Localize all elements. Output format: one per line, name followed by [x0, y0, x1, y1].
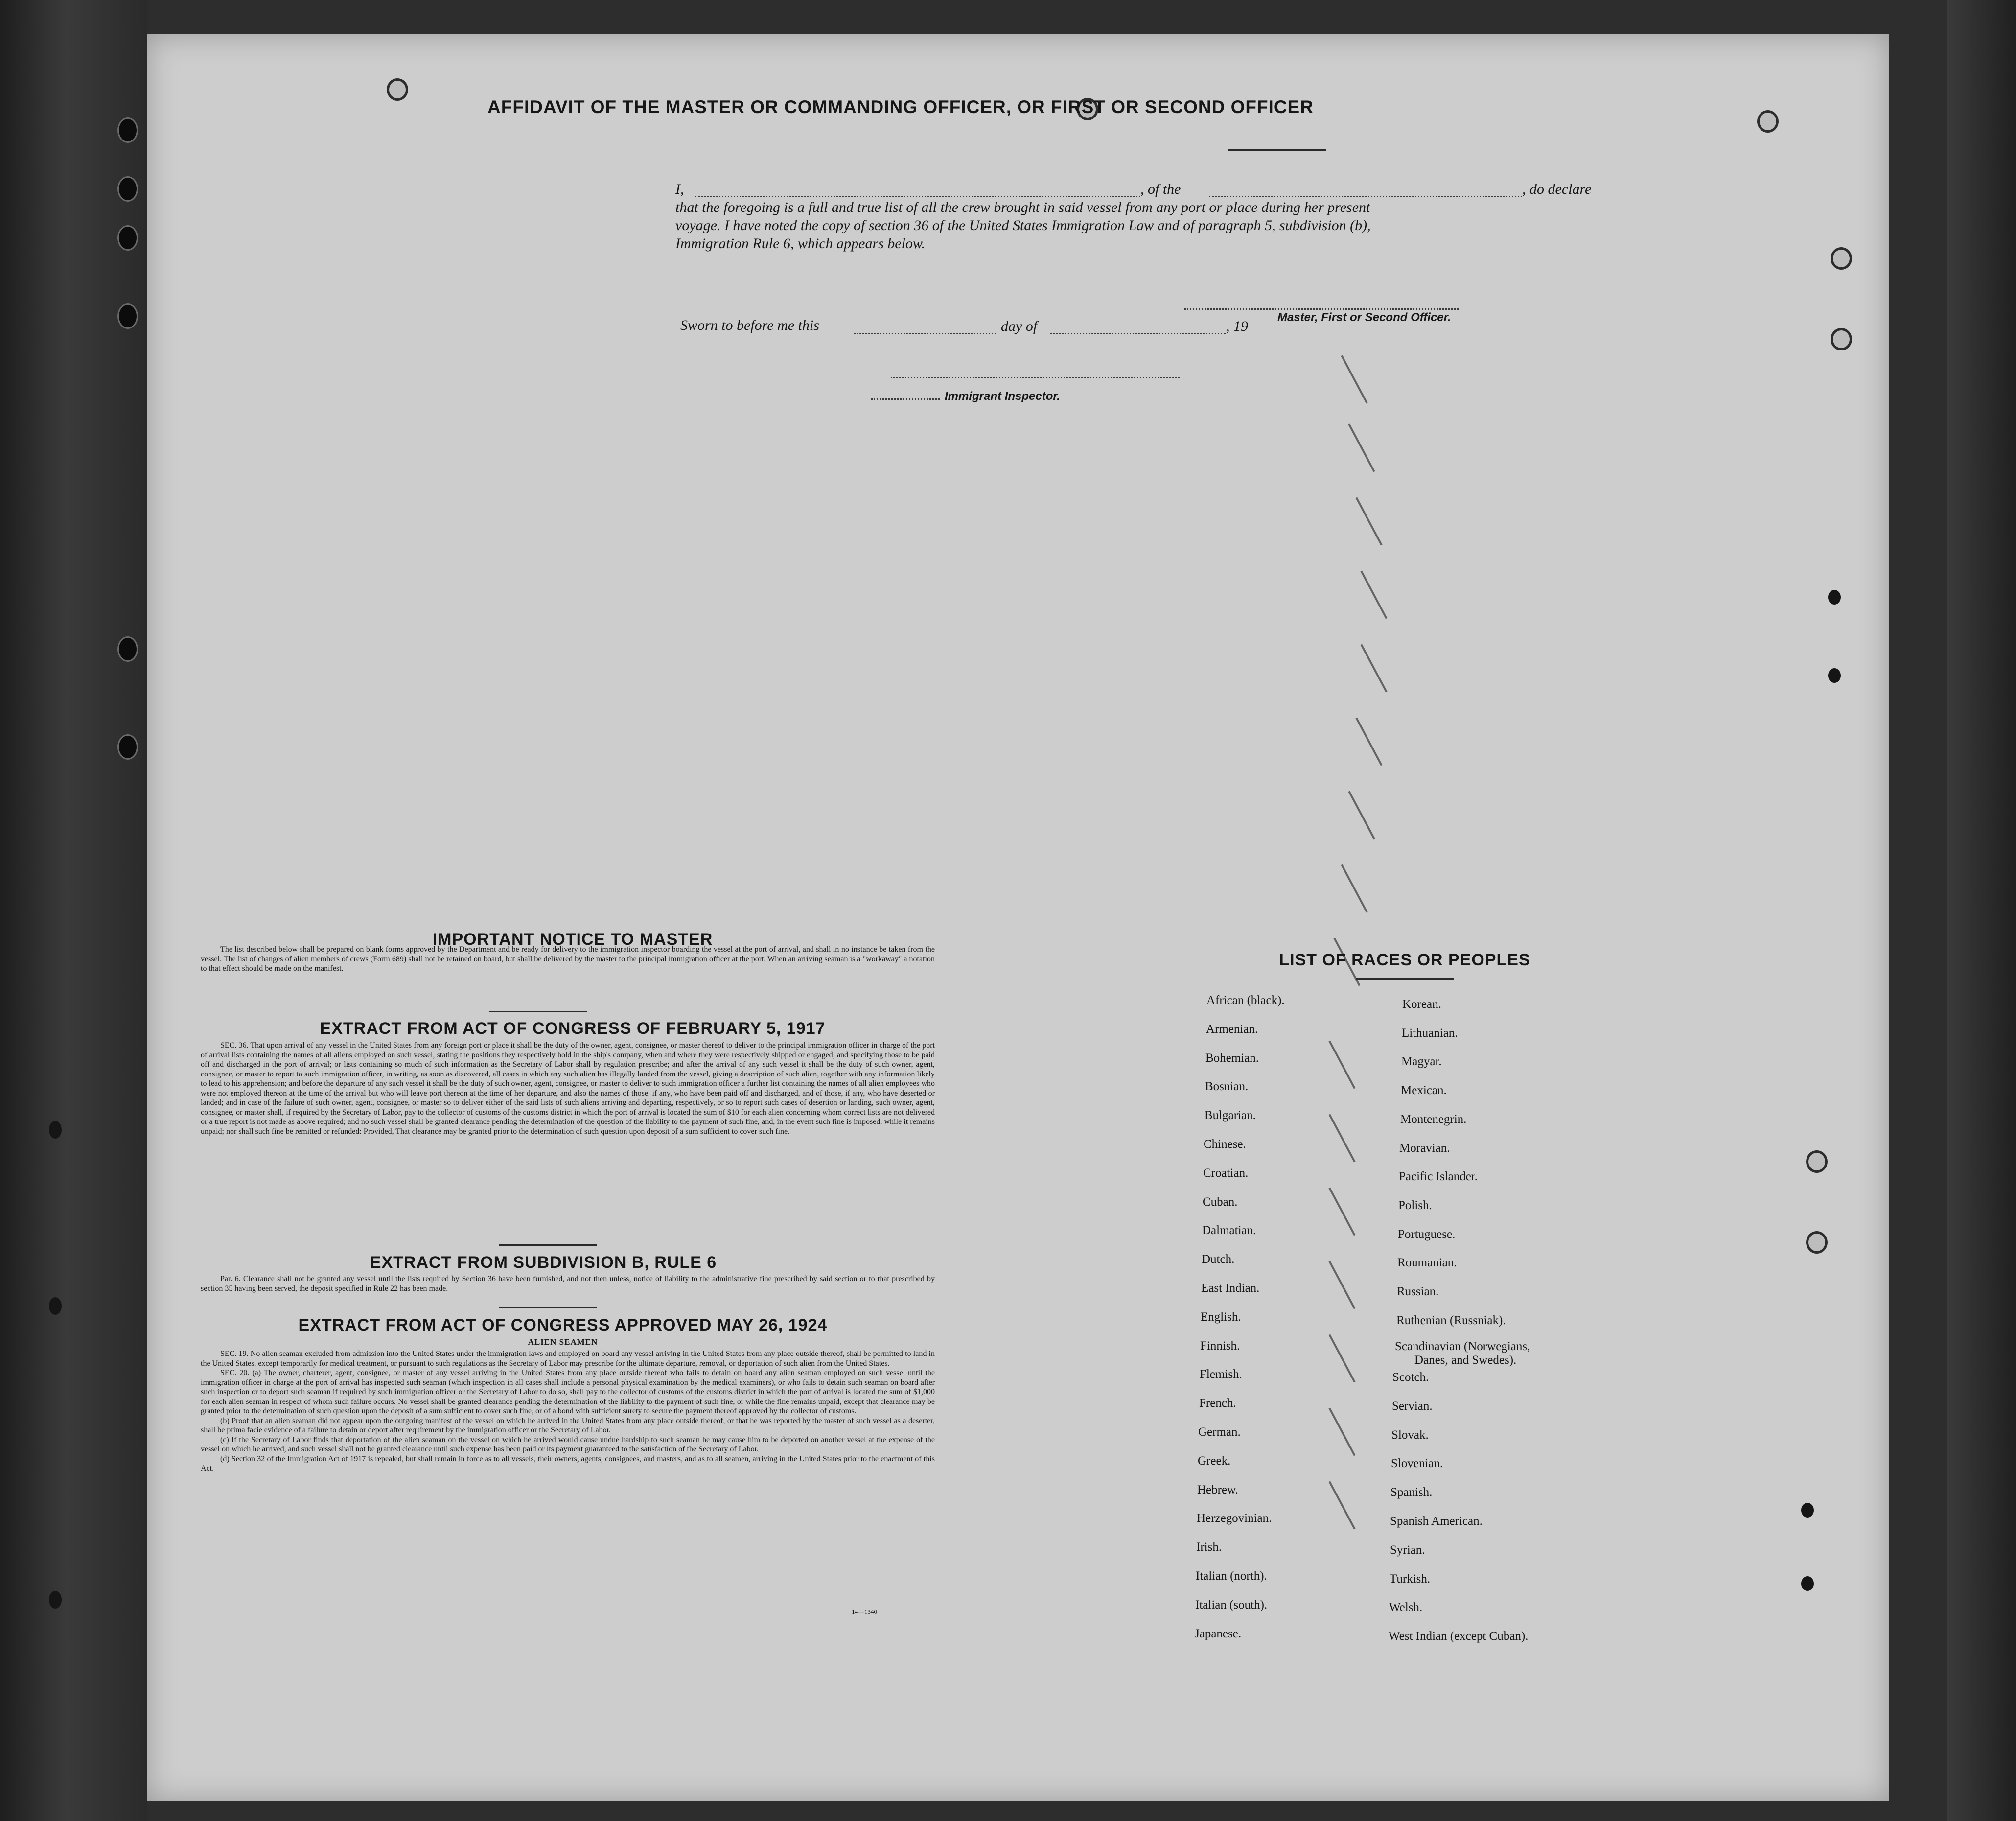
section-rule [499, 1244, 597, 1246]
check-mark [1348, 791, 1375, 839]
race-item: Italian (south). [1195, 1598, 1268, 1611]
check-mark [1328, 1261, 1355, 1309]
race-item: Roumanian. [1397, 1256, 1457, 1270]
race-item: Spanish. [1390, 1486, 1433, 1499]
race-scandinavian-line-2: Danes, and Swedes). [1414, 1354, 1517, 1367]
affidavit-line-3: voyage. I have noted the copy of section 36 of the United States Immigration Law and of paragraph 5, subdivision (b), [675, 217, 1371, 233]
race-item: Russian. [1397, 1285, 1439, 1298]
race-item: Finnish. [1200, 1339, 1240, 1353]
race-item: Italian (north). [1196, 1569, 1267, 1583]
vessel-name-field[interactable] [1209, 196, 1522, 197]
punch-hole [1828, 590, 1841, 605]
affidavit-i: I, [675, 181, 684, 197]
punch-hole [1831, 328, 1852, 350]
check-mark [1360, 644, 1387, 692]
binder-hole [49, 1591, 62, 1609]
punch-hole [387, 78, 408, 101]
race-item: Bosnian. [1205, 1080, 1249, 1094]
race-item: Scotch. [1392, 1371, 1429, 1384]
check-mark [1360, 570, 1387, 619]
race-item: Portuguese. [1398, 1227, 1456, 1241]
master-signature-field[interactable] [1184, 308, 1459, 310]
extract-1917-body [201, 1041, 935, 1136]
binding-edge [0, 0, 147, 1821]
check-mark [1328, 1481, 1355, 1529]
punch-hole [1801, 1576, 1814, 1591]
notice-paragraph: The list described below shall be prepared on blank forms approved by the Department and be ready for delivery to the immigration inspector boarding the vessel at the port of arrival, and shall in no instance be taken from the vessel. The list of changes of alien members of crews (Form 689) shall not be retained on board, but shall be delivered by the master to the principal immigration officer at the port. When an arriving seaman is a "workaway" a notation to that effect should be made on the manifest. [201, 945, 935, 973]
right-edge [1947, 0, 2016, 1821]
extract-1924-sec20b: (b) Proof that an alien seaman did not appear upon the outgoing manifest of the vessel on which he arrived in the United States from any place outside thereof, or that he was reported by the master of such vessel as a deserter, shall be prima facie evidence of a failure to detain or deport after requirement by the immigration officer or the Secretary of Labor. [201, 1416, 935, 1434]
form-number: 14—1340 [852, 1608, 877, 1615]
races-title: LIST OF RACES OR PEOPLES [1279, 951, 1530, 969]
manifest-sheet [147, 34, 1889, 1801]
race-item: Magyar. [1401, 1055, 1442, 1069]
extract-1924-title: EXTRACT FROM ACT OF CONGRESS APPROVED MAY 26, 1924 [298, 1316, 828, 1334]
race-item: Greek. [1198, 1454, 1231, 1468]
extract-1924-sec20d: (d) Section 32 of the Immigration Act of 1917 is repealed, but shall remain in force as to all vessels, their owners, agents, consignees, and masters, and as to all seamen, arriving in the United States prior to the enactment of this Act. [201, 1454, 935, 1472]
race-item: Slovak. [1391, 1428, 1429, 1442]
affidavit-title: AFFIDAVIT OF THE MASTER OR COMMANDING OFFICER, OR FIRST OR SECOND OFFICER [487, 97, 1314, 117]
punch-hole [1757, 110, 1779, 133]
extract-1924-subtitle: ALIEN SEAMEN [528, 1337, 598, 1347]
race-item: French. [1199, 1397, 1236, 1410]
extract-rule6-body [201, 1274, 935, 1293]
binder-hole [117, 176, 138, 202]
extract-1917-title: EXTRACT FROM ACT OF CONGRESS OF FEBRUARY 5, 1917 [320, 1019, 826, 1038]
race-item: Moravian. [1399, 1141, 1450, 1155]
races-rule [1356, 978, 1454, 980]
race-scandinavian-line-1: Scandinavian (Norwegians, [1395, 1340, 1530, 1353]
race-item: Turkish. [1390, 1572, 1431, 1586]
check-mark [1355, 497, 1382, 545]
binder-hole [117, 225, 138, 251]
check-mark [1328, 1187, 1355, 1236]
race-item: Irish. [1196, 1541, 1222, 1554]
binder-hole [49, 1297, 62, 1315]
section-rule [489, 1011, 587, 1012]
race-item: Croatian. [1203, 1166, 1249, 1180]
notice-body [201, 945, 935, 974]
race-item: Montenegrin. [1400, 1112, 1467, 1126]
extract-1924-sec20a: SEC. 20. (a) The owner, charterer, agent, consignee, or master of any vessel arriving in the United States from any place outside thereof who fails to detain on board any alien seaman employed on such vessel until the immigration officer in charge at the port of arrival has inspected such seaman (which inspection in all cases shall include a personal physical examination by the medical examiners), or who fails to detain such seaman on board after such inspection or to deport such seaman if required by such immigration officer or the Secretary of Labor to do so, shall pay to the collector of customs of the customs district in which the port of arrival is located the sum of $1,000 for each alien seaman in respect of whom such failure occurs. No vessel shall be granted clearance pending the determination of the liability to the payment of such fine, or while the fine remains unpaid, except that clearance may be granted prior to the determination of such question upon the deposit of a sum sufficient to cover such fine, or of a bond with sufficient surety to secure the payment thereof approved by the collector of customs. [201, 1369, 935, 1415]
check-mark [1355, 717, 1382, 766]
notice-title: IMPORTANT NOTICE TO MASTER [432, 930, 713, 949]
inspector-lead-field [871, 398, 940, 400]
check-mark [1341, 864, 1367, 912]
sworn-month-field[interactable] [1050, 333, 1226, 334]
affidavit-line-4: Immigration Rule 6, which appears below. [675, 235, 926, 252]
extract-rule6-paragraph: Par. 6. Clearance shall not be granted any vessel until the lists required by Section 36 have been furnished, and not then unless, notice of liability to the administrative fine prescribed by said section or to that prescribed by section 35 having been served, the deposit specified in Rule 22 has been made. [201, 1275, 935, 1293]
sworn-day-field[interactable] [854, 333, 996, 334]
punch-hole [1831, 247, 1852, 270]
extract-1924-body [201, 1349, 935, 1473]
race-item: Servian. [1392, 1399, 1433, 1413]
day-of-text: day of [1001, 318, 1038, 334]
race-item: Cuban. [1203, 1195, 1238, 1209]
binder-hole [117, 734, 138, 760]
race-item: Spanish American. [1390, 1515, 1483, 1528]
binder-hole [117, 117, 138, 143]
sworn-text: Sworn to before me this [680, 317, 819, 333]
punch-hole [1801, 1503, 1814, 1518]
race-item: Armenian. [1206, 1022, 1258, 1036]
extract-1924-sec20c: (c) If the Secretary of Labor finds that deportation of the alien seaman on the vessel on which he arrived would cause undue hardship to such seaman he may cause him to be deported on another vessel at the expense of the vessel on which he arrived, and such vessel shall not be granted clearance until such expense has been paid or its payment guaranteed to the satisfaction of the Secretary of Labor. [201, 1435, 935, 1453]
race-item: Korean. [1402, 998, 1441, 1011]
declarant-name-field[interactable] [695, 196, 1140, 197]
race-item: Dutch. [1202, 1253, 1235, 1266]
race-item: Lithuanian. [1402, 1026, 1458, 1040]
year-prefix: , 19 [1226, 318, 1248, 334]
check-mark [1328, 1334, 1355, 1382]
race-item: West Indian (except Cuban). [1389, 1630, 1529, 1643]
check-mark [1341, 355, 1367, 403]
punch-hole [1806, 1231, 1828, 1254]
inspector-label: Immigrant Inspector. [945, 390, 1061, 403]
extract-1924-sec19: SEC. 19. No alien seaman excluded from admission into the United States under the immigration laws and employed on board any vessel arriving in the United States from any place outside thereof, shall be permitted to land in the United States, except temporarily for medical treatment, or pursuant to such regulations as the Secretary of Labor may prescribe for the ultimate departure, removal, or deportation of such alien from the United States. [201, 1350, 935, 1368]
race-item: African (black). [1206, 994, 1285, 1007]
race-item: German. [1198, 1425, 1241, 1439]
punch-hole [1806, 1150, 1828, 1173]
extract-rule6-title: EXTRACT FROM SUBDIVISION B, RULE 6 [370, 1253, 717, 1272]
check-mark [1328, 1040, 1355, 1089]
race-item: Ruthenian (Russniak). [1396, 1313, 1506, 1327]
race-item: Syrian. [1390, 1543, 1425, 1557]
affidavit-of-the: , of the [1140, 181, 1181, 197]
race-item: Bulgarian. [1205, 1109, 1256, 1122]
binder-hole [117, 636, 138, 662]
check-mark [1328, 1114, 1355, 1162]
race-item: Chinese. [1204, 1138, 1246, 1151]
race-item: Mexican. [1401, 1084, 1447, 1097]
title-rule [1228, 149, 1326, 151]
binder-hole [49, 1121, 62, 1139]
race-item: Slovenian. [1391, 1457, 1443, 1471]
punch-hole [1828, 668, 1841, 683]
extract-1917-paragraph: SEC. 36. That upon arrival of any vessel in the United States from any foreign port or place it shall be the duty of the owner, agent, consignee, or master thereof to deliver to the principal immigration officer in charge of the port of arrival lists containing the names of all aliens employed on such vessel, stating the positions they respectively hold in the ship's company, when and where they were respectively shipped or engaged, and specifying those to be paid off and discharged in the port of arrival; or lists containing so much of such information as the Secretary of Labor shall by regulation prescribe; and after the arrival of any such vessel it shall be the duty of such owner, agent, consignee, or master to report to such immigration officer, in writing, as soon as discovered, all cases in which any such alien has illegally landed from the vessel, giving a description of such alien, together with any information likely to lead to his apprehension; and before the departure of any such vessel it shall be the duty of such owner, agent, consignee, or master to deliver to such immigration officer a further list containing the names of all alien employees who were not employed thereon at the time of the arrival but who will leave port thereon at the time of her departure, and also the names of those, if any, who have been paid off and discharged, and of those, if any, who have deserted or landed; and in case of the failure of such owner, agent, consignee, or master so to deliver either of the said lists of such aliens arriving and departing, respectively, or so to report such cases of desertion or landing, such owner, agent, consignee, or master shall, if required by the Secretary of Labor, pay to the collector of customs of the customs district in which the port of arrival is located the sum of $10 for each alien concerning whom correct lists are not delivered or a true report is not made as above required; and no such vessel shall be granted clearance pending the determination of the question of the liability to the payment of such fine, and, in the event such fine is imposed, while it remains unpaid; nor shall such fine be remitted or refunded: Provided, That clearance may be granted prior to the determination of such question upon deposit of a sum sufficient to cover such fine. [201, 1041, 935, 1136]
race-item: English. [1201, 1310, 1241, 1324]
binder-hole [117, 304, 138, 329]
master-label: Master, First or Second Officer. [1277, 311, 1451, 324]
race-item: Dalmatian. [1202, 1224, 1256, 1237]
check-mark [1328, 1407, 1355, 1456]
section-rule [499, 1307, 597, 1308]
race-item: Hebrew. [1197, 1483, 1238, 1496]
race-item: Japanese. [1195, 1627, 1242, 1640]
check-mark [1348, 423, 1375, 472]
race-item: East Indian. [1201, 1282, 1260, 1295]
affidavit-declare: , do declare [1522, 181, 1592, 197]
race-item: Welsh. [1389, 1601, 1423, 1614]
inspector-signature-field[interactable] [891, 377, 1180, 378]
race-item: Herzegovinian. [1197, 1512, 1272, 1525]
race-item: Pacific Islander. [1399, 1170, 1478, 1184]
race-item: Polish. [1398, 1198, 1432, 1212]
affidavit-line-2: that the foregoing is a full and true list of all the crew brought in said vessel from any port or place during her present [675, 199, 1370, 215]
race-item: Flemish. [1200, 1368, 1242, 1381]
race-item: Bohemian. [1205, 1051, 1259, 1065]
